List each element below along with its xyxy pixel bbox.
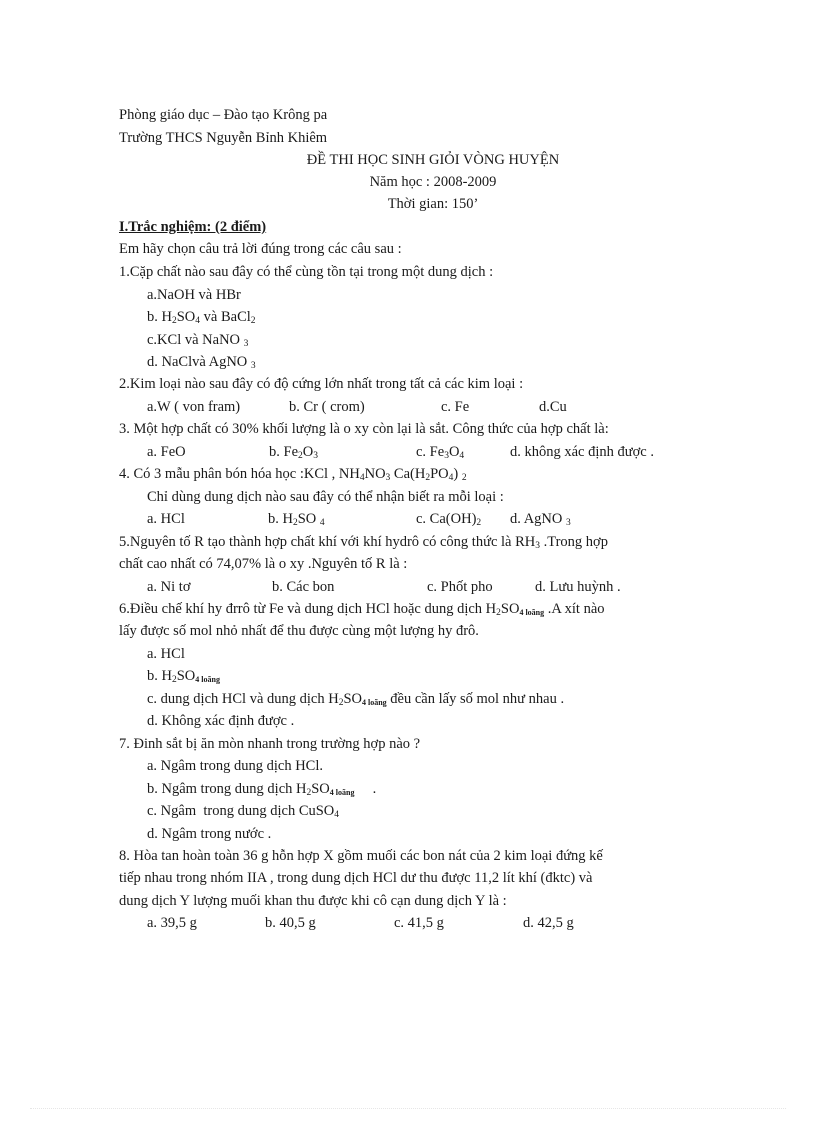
q8-option-a: a. 39,5 g	[147, 915, 197, 931]
question-4: 4. Có 3 mẫu phân bón hóa học :KCl , $NH_4NO_3$ $Ca(H_2PO_4)$ $_2$	[119, 466, 467, 483]
q7-option-b: b. Ngâm trong dung dịch $H_2SO_{4 loãng}$ .	[147, 781, 377, 798]
q6-option-b: b. $H_2SO_{4 loãng}$	[147, 668, 220, 685]
q3-option-d: d. không xác định được .	[510, 444, 654, 460]
q8-option-b: b. 40,5 g	[265, 915, 316, 931]
question-7: 7. Đinh sắt bị ăn mòn nhanh trong trường hợp nào ?	[119, 736, 421, 752]
question-8-line-2: tiếp nhau trong nhóm IIA , trong dung dịch HCl dư thu được 11,2 lít khí (đktc) và	[119, 870, 593, 886]
question-6-line-2: lấy được số mol nhỏ nhất để thu được cùng một lượng hy đrô.	[119, 623, 479, 639]
q3-option-c: c. $Fe_3O_4$	[416, 444, 465, 461]
q5-option-b: b. Các bon	[272, 579, 335, 595]
q6-option-d: d. Không xác định được .	[147, 713, 295, 729]
question-8: 8. Hòa tan hoàn toàn 36 g hỗn hợp X gồm muối các bon nát của 2 kim loại đứng kế	[119, 848, 603, 864]
section-instruction: Em hãy chọn câu trả lời đúng trong các câu sau :	[119, 241, 402, 257]
question-2: 2.Kim loại nào sau đây có độ cứng lớn nhất trong tất cả các kim loại :	[119, 376, 524, 392]
q1-option-d: d. NaClvà AgNO $_3$	[147, 354, 256, 371]
q4-option-b: b. $H_2SO$ $_4$	[268, 511, 325, 528]
q4-option-c: c. $Ca(OH)_2$	[416, 511, 482, 528]
q5-option-a: a. Ni tơ	[147, 579, 191, 595]
school-year: Năm học : 2008-2009	[369, 174, 497, 190]
q8-option-c: c. 41,5 g	[394, 915, 444, 931]
q8-option-d: d. 42,5 g	[523, 915, 574, 931]
question-5-line-2: chất cao nhất có 74,07% là o xy .Nguyên tố R là :	[119, 556, 408, 572]
q3-option-b: b. $Fe_2O_3$	[269, 444, 318, 461]
q3-option-a: a. FeO	[147, 444, 186, 460]
section-heading: I.Trắc nghiệm: (2 điểm)	[119, 219, 267, 235]
q1-option-c: c.KCl và NaNO $_3$	[147, 332, 249, 349]
question-3: 3. Một hợp chất có 30% khối lượng là o xy còn lại là sắt. Công thức của hợp chất là:	[119, 421, 609, 437]
q1-option-b: b. $H_2SO_4$ và BaCl$_2$	[147, 309, 256, 326]
q7-option-a: a. Ngâm trong dung dịch HCl.	[147, 758, 323, 774]
q1-option-a: a.NaOH và HBr	[147, 287, 241, 303]
q2-option-c: c. Fe	[441, 399, 470, 415]
question-8-line-3: dung dịch Y lượng muối khan thu được khi cô cạn dung dịch Y là :	[119, 893, 507, 909]
q6-option-a: a. HCl	[147, 646, 185, 662]
question-5: 5.Nguyên tố R tạo thành hợp chất khí với khí hydrô có công thức là $RH_3$ .Trong hợp	[119, 534, 608, 551]
q4-option-a: a. HCl	[147, 511, 185, 527]
question-4-instruction: Chỉ dùng dung dịch nào sau đây có thể nhận biết ra mỗi loại :	[147, 489, 504, 505]
exam-title: ĐỀ THI HỌC SINH GIỎI VÒNG HUYỆN	[306, 152, 560, 168]
q2-option-d: d.Cu	[539, 399, 567, 415]
q2-option-a: a.W ( von fram)	[147, 399, 241, 415]
q2-option-b: b. Cr ( crom)	[289, 399, 365, 415]
department-line: Phòng giáo dục – Đào tạo Krông pa	[119, 107, 328, 123]
question-6: 6.Điều chế khí hy đrrô từ Fe và dung dịch HCl hoặc dung dịch $H_2SO_{4 loãng}$ .A xít nào	[119, 601, 605, 618]
exam-time: Thời gian: 150’	[387, 196, 479, 212]
q5-option-d: d. Lưu huỳnh .	[535, 579, 621, 595]
q7-option-d: d. Ngâm trong nước .	[147, 826, 272, 842]
q7-option-c: c. Ngâm trong dung dịch CuSO$_4$	[147, 803, 340, 820]
school-line: Trường THCS Nguyễn Bỉnh Khiêm	[119, 130, 328, 146]
q6-option-c: c. dung dịch HCl và dung dịch $H_2SO_{4 loãng}$ đều cần lấy số mol như nhau .	[147, 691, 565, 708]
q5-option-c: c. Phốt pho	[427, 579, 493, 595]
page-bottom-rule	[30, 1108, 786, 1109]
q4-option-d: d. AgNO $_3$	[510, 511, 571, 528]
question-1: 1.Cặp chất nào sau đây có thể cùng tồn tại trong một dung dịch :	[119, 264, 494, 280]
